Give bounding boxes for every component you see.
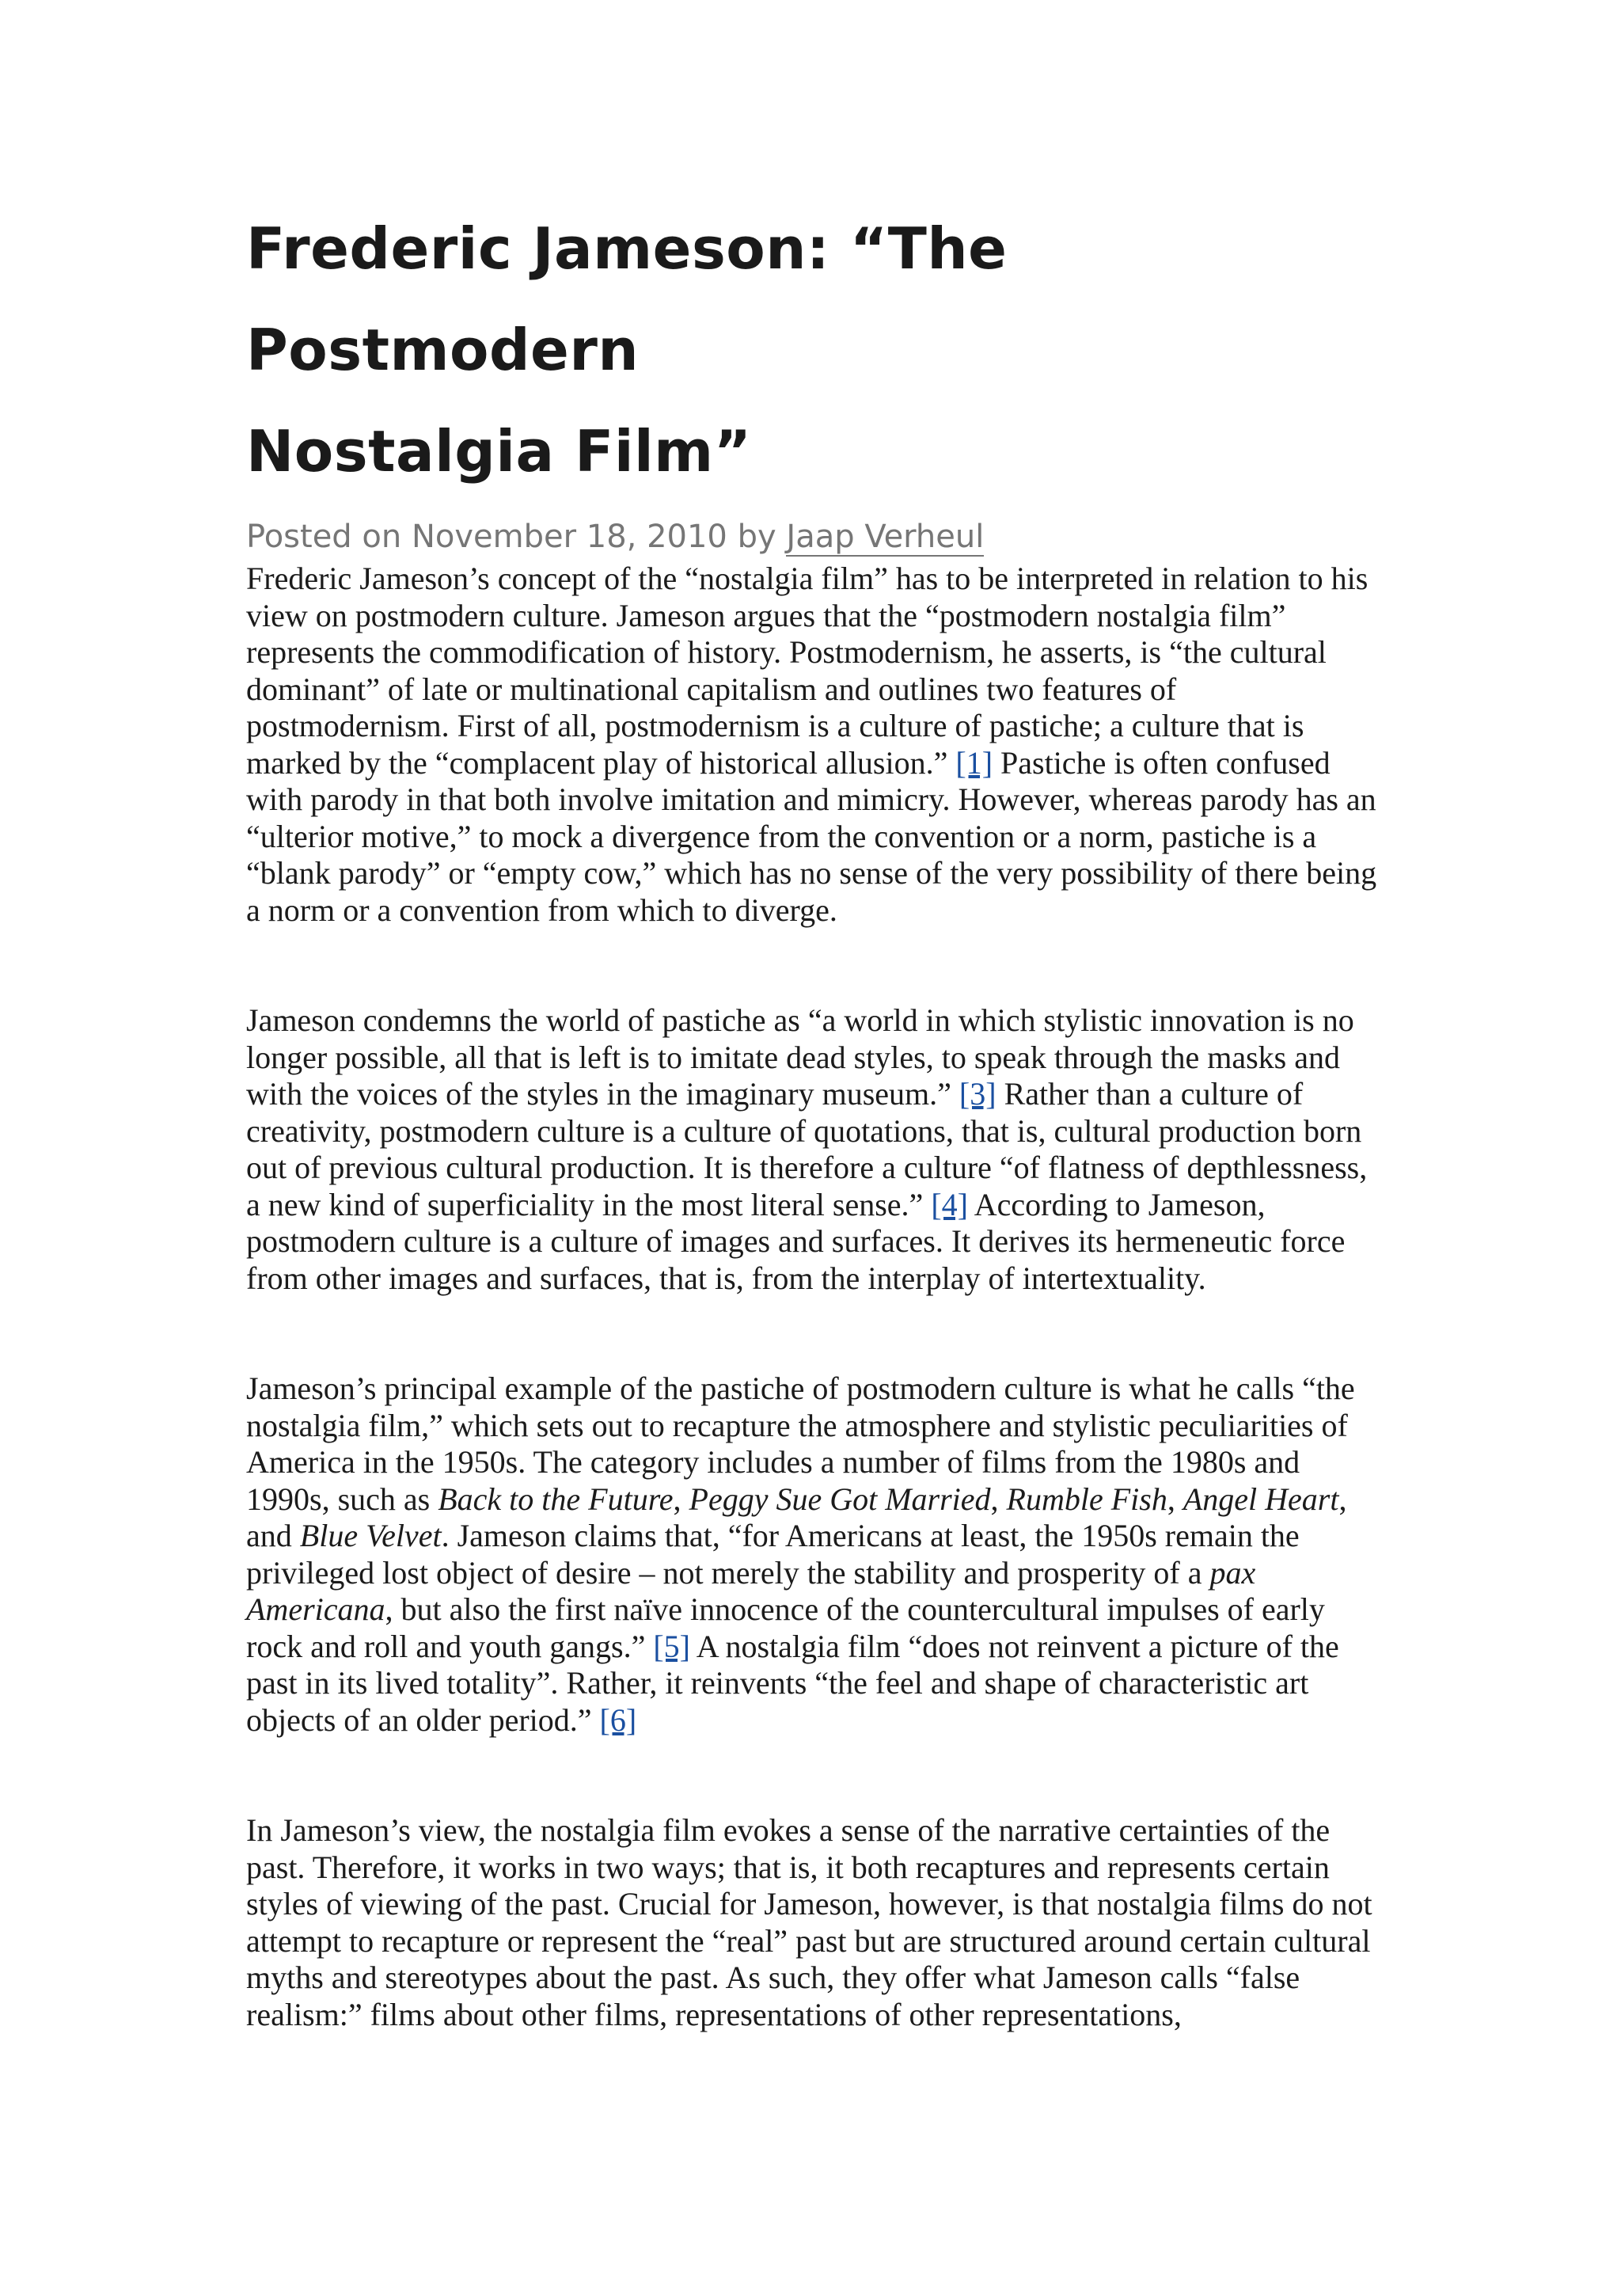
film-title: pax Americana (246, 1554, 1256, 1627)
paragraph-text: , but also the first naïve innocence of the countercultural impulses of early rock and roll and youth gangs.” (246, 1591, 1325, 1664)
footnote-link[interactable]: [6] (599, 1701, 637, 1738)
paragraph-text: , (990, 1481, 1007, 1517)
paragraph-text: . Jameson claims that, “for Americans at least, the 1950s remain the privileged lost object of desire – not merely the stability and prosperity of a (246, 1518, 1300, 1591)
paragraph-text: Jameson’s principal example of the pastiche of postmodern culture is what he calls “the nostalgia film,” which sets out to recapture the atmosphere and stylistic peculiarities of America in the 1950s. The category includes a number of films from the 1980s and 1990s, such as (246, 1370, 1355, 1517)
paragraph-text: In Jameson’s view, the nostalgia film evokes a sense of the narrative certainties of the past. Therefore, it works in two ways; that is, it both recaptures and represents certain styles of viewing of the past. Crucial for Jameson, however, is that nostalgia films do not attempt to recapture or represent the “real” past but are structured around certain cultural myths and stereotypes about the past. As such, they offer what Jameson calls “false realism:” films about other films, representations of other representations, (246, 1812, 1372, 2032)
body-paragraph (246, 561, 1386, 929)
paragraph-text: Pastiche is often confused with parody in that both involve imitation and mimicry. However, whereas parody has an “ulterior motive,” to mock a divergence from the convention or a norm, pastiche is a “blank parody” or “empty cow,” which has no sense of the very possibility of there being a norm or a convention from which to diverge. (246, 744, 1377, 928)
body-paragraph (246, 1812, 1386, 2033)
footnote-link[interactable]: [4] (931, 1186, 968, 1222)
article-body (246, 561, 1386, 2033)
footnote-link[interactable]: [1] (955, 744, 993, 781)
paragraph-text: A nostalgia film “does not reinvent a picture of the past in its lived totality”. Rather, it reinvents “the feel and shape of characteristic art objects of an older period.” (246, 1628, 1339, 1738)
paragraph-text: , (1167, 1481, 1183, 1517)
article-title-line-2: Nostalgia Film” (246, 418, 752, 485)
post-meta (246, 513, 1386, 561)
film-title: Angel Heart (1183, 1481, 1339, 1517)
body-paragraph (246, 1370, 1386, 1739)
footnote-link[interactable]: [3] (959, 1076, 997, 1112)
film-title: Back to the Future (438, 1481, 674, 1517)
article-title (246, 198, 1386, 502)
body-paragraph (246, 1002, 1386, 1297)
paragraph-text: According to Jameson, postmodern culture is a culture of images and surfaces. It derives its hermeneutic force from other images and surfaces, that is, from the interplay of intertextuality. (246, 1186, 1346, 1296)
paragraph-text: Frederic Jameson’s concept of the “nostalgia film” has to be interpreted in relation to his view on postmodern culture. Jameson argues that the “postmodern nostalgia film” represents the commodification of history. Postmodernism, he asserts, is “the cultural dominant” of late or multinational capitalism and outlines two features of postmodernism. First of all, postmodernism is a culture of pastiche; a culture that is marked by the “complacent play of historical allusion.” (246, 561, 1369, 781)
article (246, 198, 1386, 2107)
paragraph-text: , (673, 1481, 689, 1517)
paragraph-text: , and (246, 1481, 1347, 1553)
posted-on-label: Posted on (246, 519, 402, 555)
post-date: November 18, 2010 (411, 519, 727, 555)
paragraph-text: Rather than a culture of creativity, postmodern culture is a culture of quotations, that is, cultural production born out of previous cultural production. It is therefore a culture “of flatness of depthlessness, a new kind of superficiality in the most literal sense.” (246, 1076, 1368, 1222)
author-link[interactable]: Jaap Verheul (786, 519, 985, 555)
film-title: Rumble Fish (1006, 1481, 1167, 1517)
by-label: by (737, 519, 776, 555)
paragraph-text: Jameson condemns the world of pastiche as “a world in which stylistic innovation is no longer possible, all that is left is to imitate dead styles, to speak through the masks and with the voices of the styles in the imaginary museum.” (246, 1002, 1354, 1112)
footnote-link[interactable]: [5] (653, 1628, 690, 1664)
article-title-line-1: Frederic Jameson: “The Postmodern (246, 215, 1008, 383)
film-title: Blue Velvet (299, 1518, 442, 1553)
film-title: Peggy Sue Got Married (689, 1481, 991, 1517)
